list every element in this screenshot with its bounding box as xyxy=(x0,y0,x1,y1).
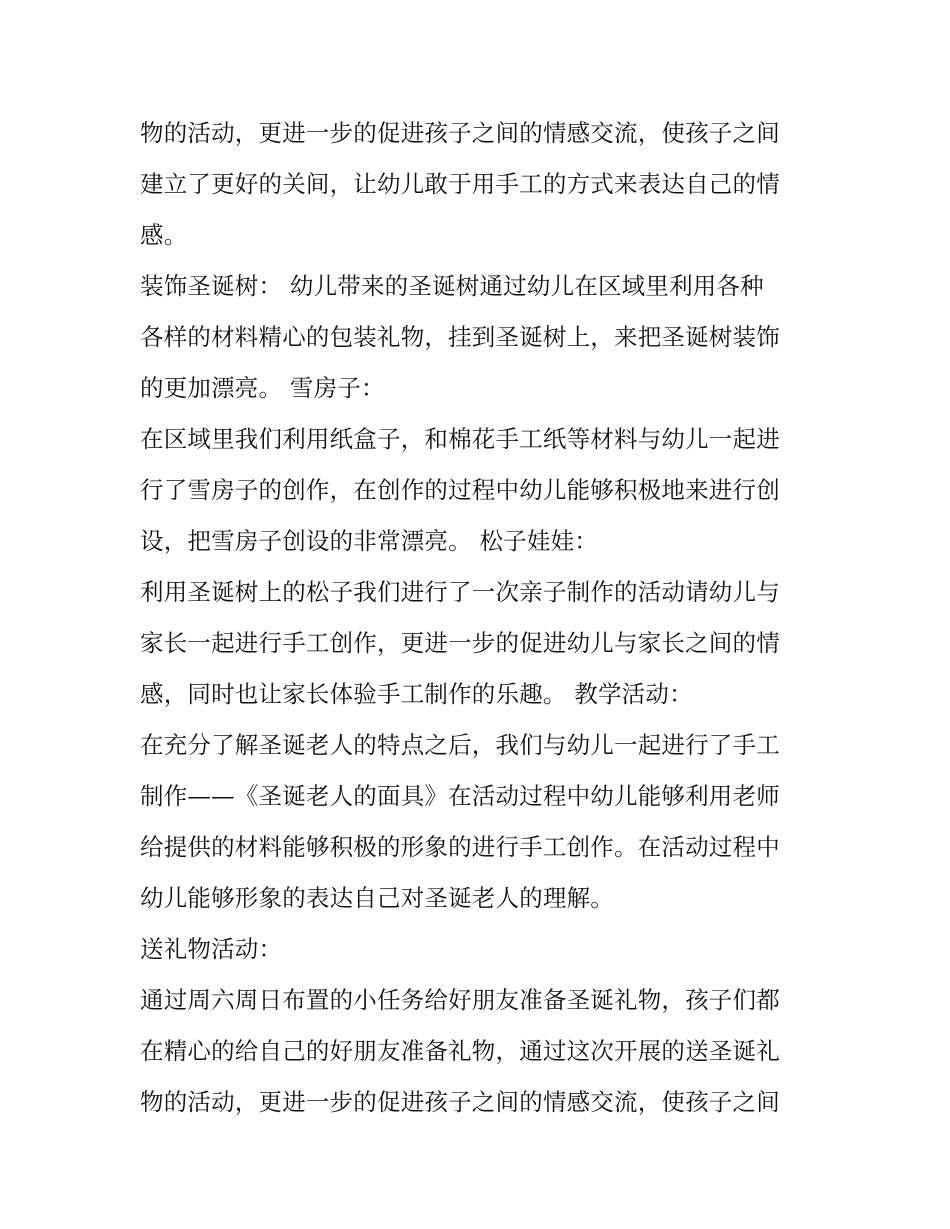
text-line: 制作——《圣诞老人的面具》在活动过程中幼儿能够利用老师 xyxy=(140,782,780,810)
text-line: 装饰圣诞树： 幼儿带来的圣诞树通过幼儿在区域里利用各种 xyxy=(140,272,764,300)
text-line: 的更加漂亮。 雪房子： xyxy=(140,374,385,402)
text-line: 利用圣诞树上的松子我们进行了一次亲子制作的活动请幼儿与 xyxy=(140,578,780,606)
text-line: 物的活动，更进一步的促进孩子之间的情感交流，使孩子之间 xyxy=(140,1088,780,1116)
text-line: 给提供的材料能够积极的形象的进行手工创作。在活动过程中 xyxy=(140,833,780,861)
document-body xyxy=(140,108,820,1128)
text-line: 在充分了解圣诞老人的特点之后，我们与幼儿一起进行了手工 xyxy=(140,731,780,759)
text-line: 行了雪房子的创作，在创作的过程中幼儿能够积极地来进行创 xyxy=(140,476,780,504)
text-line: 物的活动，更进一步的促进孩子之间的情感交流，使孩子之间 xyxy=(140,119,780,147)
text-line: 在精心的给自己的好朋友准备礼物，通过这次开展的送圣诞礼 xyxy=(140,1037,780,1065)
text-line: 各样的材料精心的包装礼物，挂到圣诞树上，来把圣诞树装饰 xyxy=(140,323,780,351)
text-line: 幼儿能够形象的表达自己对圣诞老人的理解。 xyxy=(140,884,614,912)
text-line: 感，同时也让家长体验手工制作的乐趣。 教学活动： xyxy=(140,680,693,708)
text-line: 送礼物活动： xyxy=(140,935,283,963)
text-line: 家长一起进行手工创作，更进一步的促进幼儿与家长之间的情 xyxy=(140,629,780,657)
text-line: 感。 xyxy=(140,221,188,249)
text-line: 通过周六周日布置的小任务给好朋友准备圣诞礼物，孩子们都 xyxy=(140,986,780,1014)
text-line: 设，把雪房子创设的非常漂亮。 松子娃娃： xyxy=(140,527,598,555)
text-line: 建立了更好的关间，让幼儿敢于用手工的方式来表达自己的情 xyxy=(140,170,780,198)
text-line: 在区域里我们利用纸盒子，和棉花手工纸等材料与幼儿一起进 xyxy=(140,425,780,453)
